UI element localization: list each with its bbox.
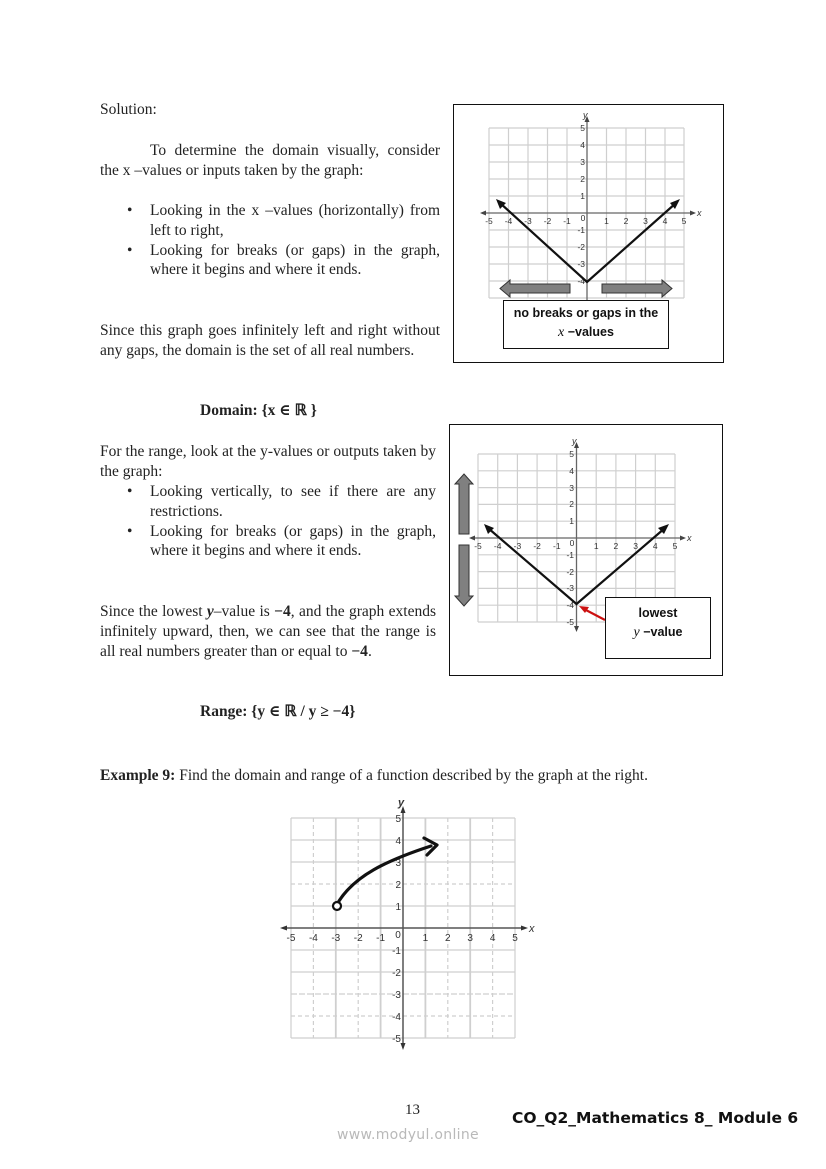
- svg-text:2: 2: [395, 880, 401, 891]
- range-bullet-item: • Looking for breaks (or gaps) in the graph, where it begins and where it ends.: [100, 522, 436, 562]
- domain-bullet-list: [100, 201, 440, 280]
- svg-text:x: x: [687, 533, 692, 543]
- svg-text:-3: -3: [577, 259, 585, 269]
- svg-text:2: 2: [580, 174, 585, 184]
- svg-text:x: x: [697, 208, 702, 218]
- range-intro: For the range, look at the y-values or outputs taken by the graph:: [100, 443, 436, 480]
- range-conclusion-text: , and the graph extends infinitely upward, then, we can see that the range is all real numbers greater than or equal to: [100, 603, 436, 660]
- graph-example-9: [270, 790, 540, 1060]
- svg-text:-1: -1: [577, 225, 585, 235]
- range-value: {y ∈ ℝ / y ≥ −4}: [251, 703, 356, 720]
- caption-line: no breaks or gaps in the: [513, 306, 659, 320]
- svg-text:5: 5: [672, 541, 678, 551]
- lowest-value: −4: [351, 642, 368, 660]
- axes: [284, 810, 524, 1046]
- svg-text:5: 5: [569, 449, 574, 459]
- svg-text:4: 4: [580, 140, 585, 150]
- svg-text:-3: -3: [392, 990, 401, 1001]
- range-label: Range:: [200, 703, 248, 720]
- svg-text:0: 0: [580, 213, 586, 223]
- svg-text:-5: -5: [286, 933, 296, 944]
- page-number: 13: [405, 1102, 420, 1118]
- svg-text:-4: -4: [577, 276, 585, 286]
- svg-text:1: 1: [569, 516, 574, 526]
- svg-text:2: 2: [613, 541, 619, 551]
- caption-no-gaps: [503, 300, 669, 349]
- svg-text:2: 2: [623, 216, 629, 226]
- range-conclusion: [100, 602, 436, 661]
- domain-value: {x ∈ ℝ }: [261, 402, 317, 419]
- y-variable: y: [206, 603, 214, 620]
- svg-text:-5: -5: [485, 216, 493, 226]
- down-arrow-icon: [455, 545, 473, 606]
- svg-text:3: 3: [633, 541, 638, 551]
- domain-intro: To determine the domain visually, consider the x –values or inputs taken by the graph:: [100, 142, 440, 179]
- svg-text:-3: -3: [524, 216, 532, 226]
- range-conclusion-text: –value is: [213, 603, 275, 620]
- range-bullet-item: • Looking vertically, to see if there are any restrictions.: [100, 482, 436, 522]
- svg-text:5: 5: [512, 933, 518, 944]
- svg-text:0: 0: [569, 538, 575, 548]
- svg-text:-2: -2: [543, 216, 552, 226]
- svg-text:-3: -3: [513, 541, 522, 551]
- svg-text:1: 1: [604, 216, 609, 226]
- svg-text:y: y: [572, 436, 577, 446]
- svg-text:5: 5: [681, 216, 687, 226]
- svg-text:4: 4: [395, 836, 401, 847]
- lowest-value: −4: [274, 603, 291, 620]
- domain-result: [200, 401, 317, 421]
- svg-text:4: 4: [652, 541, 658, 551]
- svg-text:3: 3: [569, 483, 574, 493]
- example-text: Find the domain and range of a function described by the graph at the right.: [175, 767, 648, 784]
- svg-text:2: 2: [569, 499, 574, 509]
- svg-text:1: 1: [593, 541, 599, 551]
- v-graph-line: [496, 199, 680, 282]
- module-footer: CO_Q2_Mathematics 8_ Module 6: [512, 1109, 799, 1127]
- domain-conclusion: Since this graph goes infinitely left and right without any gaps, the domain is the set of all real numbers.: [100, 322, 440, 359]
- svg-text:0: 0: [395, 930, 401, 941]
- svg-text:-2: -2: [533, 541, 541, 551]
- example-9-prompt: [100, 766, 730, 786]
- svg-text:-2: -2: [353, 933, 363, 944]
- right-arrow-icon: [602, 280, 672, 297]
- svg-text:-3: -3: [331, 933, 341, 944]
- function-curve: [339, 838, 437, 901]
- svg-text:-4: -4: [308, 933, 318, 944]
- up-arrow-icon: [455, 474, 473, 534]
- svg-text:4: 4: [662, 216, 668, 226]
- example-label: Example 9:: [100, 767, 176, 784]
- svg-text:-4: -4: [566, 600, 574, 610]
- svg-text:4: 4: [489, 933, 496, 944]
- caption-line: y −value: [633, 625, 683, 640]
- caption-lowest-y: [605, 597, 711, 659]
- svg-text:3: 3: [643, 216, 648, 226]
- svg-text:-1: -1: [553, 541, 561, 551]
- range-result: [200, 702, 355, 722]
- svg-text:-1: -1: [392, 946, 401, 957]
- range-bullet-list: [100, 482, 436, 561]
- left-arrow-icon: [500, 280, 570, 297]
- svg-text:-2: -2: [392, 968, 401, 979]
- svg-text:2: 2: [445, 933, 451, 944]
- svg-text:-2: -2: [577, 242, 585, 252]
- solution-heading: Solution:: [100, 101, 157, 118]
- svg-text:4: 4: [569, 466, 574, 476]
- svg-text:1: 1: [395, 902, 401, 913]
- watermark: www.modyul.online: [337, 1127, 479, 1143]
- axes: [482, 120, 692, 300]
- svg-text:-5: -5: [566, 617, 574, 627]
- svg-text:3: 3: [580, 157, 585, 167]
- range-conclusion-text: Since the lowest: [100, 603, 207, 620]
- caption-line: lowest: [638, 606, 678, 620]
- svg-text:-1: -1: [566, 550, 574, 560]
- svg-text:3: 3: [467, 933, 473, 944]
- range-conclusion-text: .: [367, 642, 372, 660]
- svg-text:-4: -4: [493, 541, 502, 551]
- svg-text:5: 5: [395, 814, 401, 825]
- domain-bullet-item: • Looking in the x –values (horizontally) from left to right,: [100, 201, 440, 241]
- svg-text:1: 1: [422, 933, 429, 944]
- svg-text:x: x: [529, 923, 535, 935]
- svg-text:-4: -4: [504, 216, 513, 226]
- svg-text:y: y: [398, 797, 405, 809]
- svg-text:-1: -1: [376, 933, 386, 944]
- domain-label: Domain:: [200, 402, 258, 419]
- svg-text:1: 1: [580, 191, 585, 201]
- svg-text:-5: -5: [392, 1034, 401, 1045]
- red-pointer-arrow-icon: [579, 606, 605, 620]
- svg-text:-3: -3: [566, 583, 574, 593]
- open-circle-endpoint: [333, 902, 341, 910]
- y-tick-labels: [577, 123, 585, 286]
- svg-text:-2: -2: [566, 567, 574, 577]
- caption-line: x −values: [558, 325, 614, 340]
- svg-text:3: 3: [395, 858, 401, 869]
- svg-text:-4: -4: [392, 1012, 401, 1023]
- svg-text:y: y: [583, 110, 588, 120]
- svg-text:5: 5: [580, 123, 585, 133]
- domain-bullet-item: • Looking for breaks (or gaps) in the graph, where it begins and where it ends.: [100, 241, 440, 281]
- svg-text:-1: -1: [563, 216, 571, 226]
- svg-text:-5: -5: [474, 541, 482, 551]
